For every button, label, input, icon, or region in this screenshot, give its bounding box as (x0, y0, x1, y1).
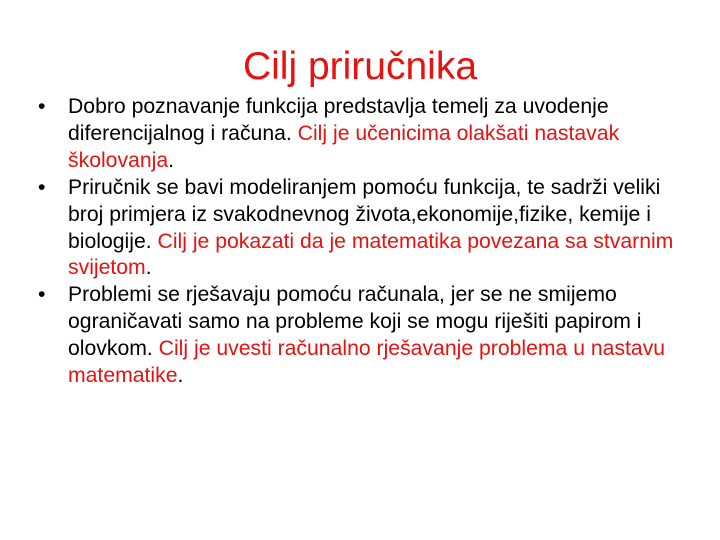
bullet-text: Priručnik se bavi modeliranjem pomoću funkcija, te sadrži veliki broj primjera iz svakodnevnog života,ekonomije,fizike, kemije i biologije. (68, 175, 661, 253)
bullet-list (36, 94, 696, 390)
bullet-goal-text: Cilj je uvesti računalno rješavanje problema u nastavu matematike (68, 337, 666, 388)
slide-title: Cilj priručnika (242, 45, 478, 88)
bullet-icon: • (38, 95, 46, 118)
bullet-item (36, 94, 696, 175)
bullet-item (36, 175, 696, 283)
bullet-text: Dobro poznavanje funkcija predstavlja temelj za uvodenje diferencijalnog i računa. (68, 95, 609, 145)
bullet-end-punctuation: . (145, 256, 152, 280)
bullet-end-punctuation: . (168, 148, 175, 172)
bullet-text: Problemi se rješavaju pomoću računala, jer se ne smijemo ograničavati samo na probleme koji se mogu riješiti papirom i olovkom. (68, 283, 642, 361)
bullet-item (36, 282, 696, 390)
bullet-end-punctuation: . (177, 364, 184, 388)
bullet-goal-text: Cilj je učenicima olakšati nastavak školovanja (68, 121, 620, 172)
bullet-icon: • (38, 283, 46, 307)
bullet-goal-text: Cilj je pokazati da je matematika povezana sa stvarnim svijetom (68, 229, 674, 280)
bullet-icon: • (38, 175, 46, 199)
